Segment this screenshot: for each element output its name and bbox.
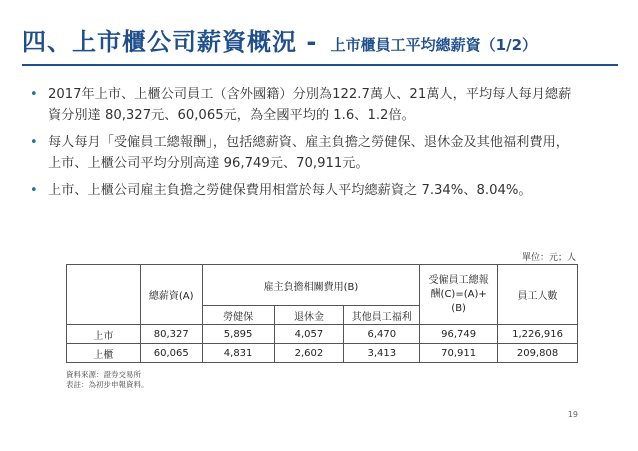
header-other-benefits: 其他員工福利 (344, 306, 420, 325)
table-row (67, 325, 578, 344)
table-unit-label: 單位：元；人 (521, 253, 576, 263)
row-label: 上市 (67, 325, 141, 344)
bullet-dot-icon: • (30, 87, 38, 102)
header-corner (67, 265, 141, 325)
header-insurance: 勞健保 (202, 306, 274, 325)
cell-insurance: 5,895 (202, 325, 274, 344)
cell-pension: 2,602 (274, 344, 344, 363)
bullet-text: 上市、上櫃公司雇主負擔之勞健保費用相當於每人平均總薪資之 7.34%、8.04%。 (48, 183, 532, 198)
bullet-text: 每人每月「受僱員工總報酬」，包括總薪資、雇主負擔之勞健保、退休金及其他福利費用，上市、上櫃公司平均分別高達 96,749元、70,911元。 (48, 135, 569, 171)
cell-employees: 1,226,916 (498, 325, 578, 344)
bullet-text: 2017年上市、上櫃公司員工（含外國籍）分別為122.7萬人、21萬人，平均每人每月總薪資分別達 80,327元、60,065元，為全國平均的 1.6、1.2倍。 (48, 87, 572, 123)
bullet-dot-icon: • (30, 183, 38, 198)
page-number: 19 (567, 410, 578, 419)
header-employees: 員工人數 (498, 265, 578, 325)
header-total-salary: 總薪資(A) (140, 265, 202, 325)
slide-title (22, 22, 537, 57)
cell-other: 6,470 (344, 325, 420, 344)
cell-insurance: 4,831 (202, 344, 274, 363)
cell-compensation: 70,911 (420, 344, 498, 363)
row-label: 上櫃 (67, 344, 141, 363)
table-header-row (67, 265, 578, 306)
cell-pension: 4,057 (274, 325, 344, 344)
remark-note: 表註：為初步申報資料。 (66, 380, 149, 389)
table-row (67, 344, 578, 363)
table-notes (66, 370, 149, 390)
bullet-item (30, 132, 578, 174)
header-employer-costs: 雇主負擔相關費用(B) (202, 265, 420, 306)
slide-title-sub: 上市櫃員工平均總薪資（1/2） (330, 36, 538, 54)
cell-other: 3,413 (344, 344, 420, 363)
cell-employees: 209,808 (498, 344, 578, 363)
header-pension: 退休金 (274, 306, 344, 325)
header-compensation: 受僱員工總報酬(C)=(A)+(B) (420, 265, 498, 325)
slide-title-main: 四、上市櫃公司薪資概況 - (22, 28, 327, 56)
cell-compensation: 96,749 (420, 325, 498, 344)
cell-salary: 60,065 (140, 344, 202, 363)
bullet-dot-icon: • (30, 135, 38, 150)
bullet-item (30, 180, 578, 201)
bullet-list (30, 84, 578, 207)
title-divider (22, 64, 618, 66)
salary-table (66, 264, 578, 363)
cell-salary: 80,327 (140, 325, 202, 344)
bullet-item (30, 84, 578, 126)
source-note: 資料來源：證券交易所 (66, 370, 141, 379)
